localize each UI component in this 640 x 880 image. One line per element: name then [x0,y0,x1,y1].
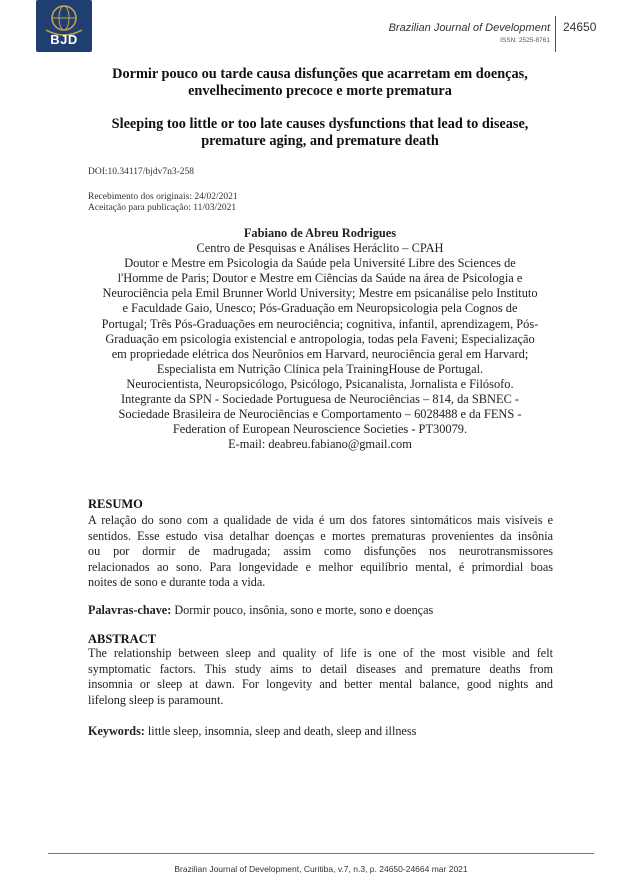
resumo-line: A relação do sono com a qualidade de vida é um dos fatores sintomáticos mais visíveis e [88,513,553,527]
keywords-text: little sleep, insomnia, sleep and death, sleep and illness [147,724,417,738]
affiliation-line: Graduação em psicologia existencial e antropologia, todas pela Faveni; Especialização [105,331,535,346]
abstract-line: symptomatic factors. This study aims to detail diseases and premature deaths from [88,661,553,676]
title-en-line: premature aging, and premature death [201,133,439,149]
affiliation-line: Neurocientista, Neuropsicólogo, Psicólogo, Psicanalista, Jornalista e Filósofo. [126,376,514,391]
logo-text: BJD [50,32,78,47]
abstract-heading: ABSTRACT [88,632,157,646]
keywords [88,724,416,739]
abstract-line: lifelong sleep is paramount. [88,692,224,707]
affiliation-line: Doutor e Mestre em Psicologia da Saúde pela Université Libre des Sciences de [124,256,516,271]
resumo-line: relacionados ao sono. Para longevidade e melhor equilíbrio mental, é primordial boas [88,559,553,574]
title-pt-line: Dormir pouco ou tarde causa disfunções que acarretam em doenças, [112,66,528,82]
author-name: Fabiano de Abreu Rodrigues [243,226,397,240]
title-portuguese [60,66,580,100]
page-number: 24650 [563,20,597,34]
affiliation-line: e Faculdade Gaio, Unesco; Pós-Graduação em Neuropsicologia pela Cognos de [122,301,518,316]
journal-name: Brazilian Journal of Development [388,22,550,34]
affiliation-line: l'Homme de Paris; Doutor e Mestre em Ciências da Saúde na área de Psicologia e [117,271,523,286]
resumo-line: sentidos. Esse estudo visa detalhar doenças e mortes prematuras provenientes da insônia [88,528,553,543]
received-date: Recebimento dos originais: 24/02/2021 [88,192,238,202]
affiliation-line: Integrante da SPN - Sociedade Portuguesa de Neurociências – 814, da SBNEC - [120,392,520,407]
journal-logo [36,0,92,52]
affiliation-line: em propriedade elétrica dos Neurônios em Harvard, neurociência geral em Harvard; [111,346,529,361]
doi: DOI:10.34117/bjdv7n3-258 [88,167,194,177]
affiliation-line: Federation of European Neuroscience Societies - PT30079. [172,422,468,437]
author-block [72,226,568,452]
resumo-text [88,513,553,591]
accepted-date: Aceitação para publicação: 11/03/2021 [88,203,237,213]
palavras-chave-text: Dormir pouco, insônia, sono e morte, sono e doenças [174,603,434,617]
title-english [60,116,580,150]
author-email: E-mail: deabreu.fabiano@gmail.com [228,437,412,452]
resumo-line: noites de sono e durante toda a vida. [88,575,266,589]
title-pt-line: envelhecimento precoce e morte prematura [188,83,452,99]
affiliation-line: Especialista em Nutrição Clínica pela TrainingHouse de Portugal. [156,361,484,376]
affiliation-line: Sociedade Brasileira de Neurociências e Comportamento – 6028488 e da FENS - [118,407,522,422]
palavras-chave [88,603,433,618]
affiliation-line: Centro de Pesquisas e Análises Heráclito – CPAH [196,241,444,256]
abstract-line: The relationship between sleep and quality of life is one of the most visible and felt [88,646,553,660]
affiliation-line: Portugal; Três Pós-Graduações em neurociência; cognitiva, infantil, aprendizagem, Pós- [101,316,539,331]
keywords-label: Keywords: [88,724,145,738]
abstract-text [88,646,553,708]
affiliation-line: Neurociência pela Emil Brunner World University; Mestre em psicanálise pelo Instituto [102,286,538,301]
journal-header [389,22,550,44]
issn: ISSN: 2525-8761 [500,37,550,44]
palavras-chave-label: Palavras-chave: [88,603,172,617]
title-en-line: Sleeping too little or too late causes dysfunctions that lead to disease, [111,116,529,132]
resumo-line: ou por dormir de madrugada; assim como disfunções nos neurotransmissores [88,544,553,558]
abstract-line: insomnia or sleep at dawn. For longevity and better mental balance, good nights and [88,677,553,691]
footer-divider [48,853,594,854]
footer-citation: Brazilian Journal of Development, Curitiba, v.7, n.3, p. 24650-24664 mar 2021 [174,864,468,874]
resumo-heading: RESUMO [88,497,143,511]
header-divider [555,16,556,52]
